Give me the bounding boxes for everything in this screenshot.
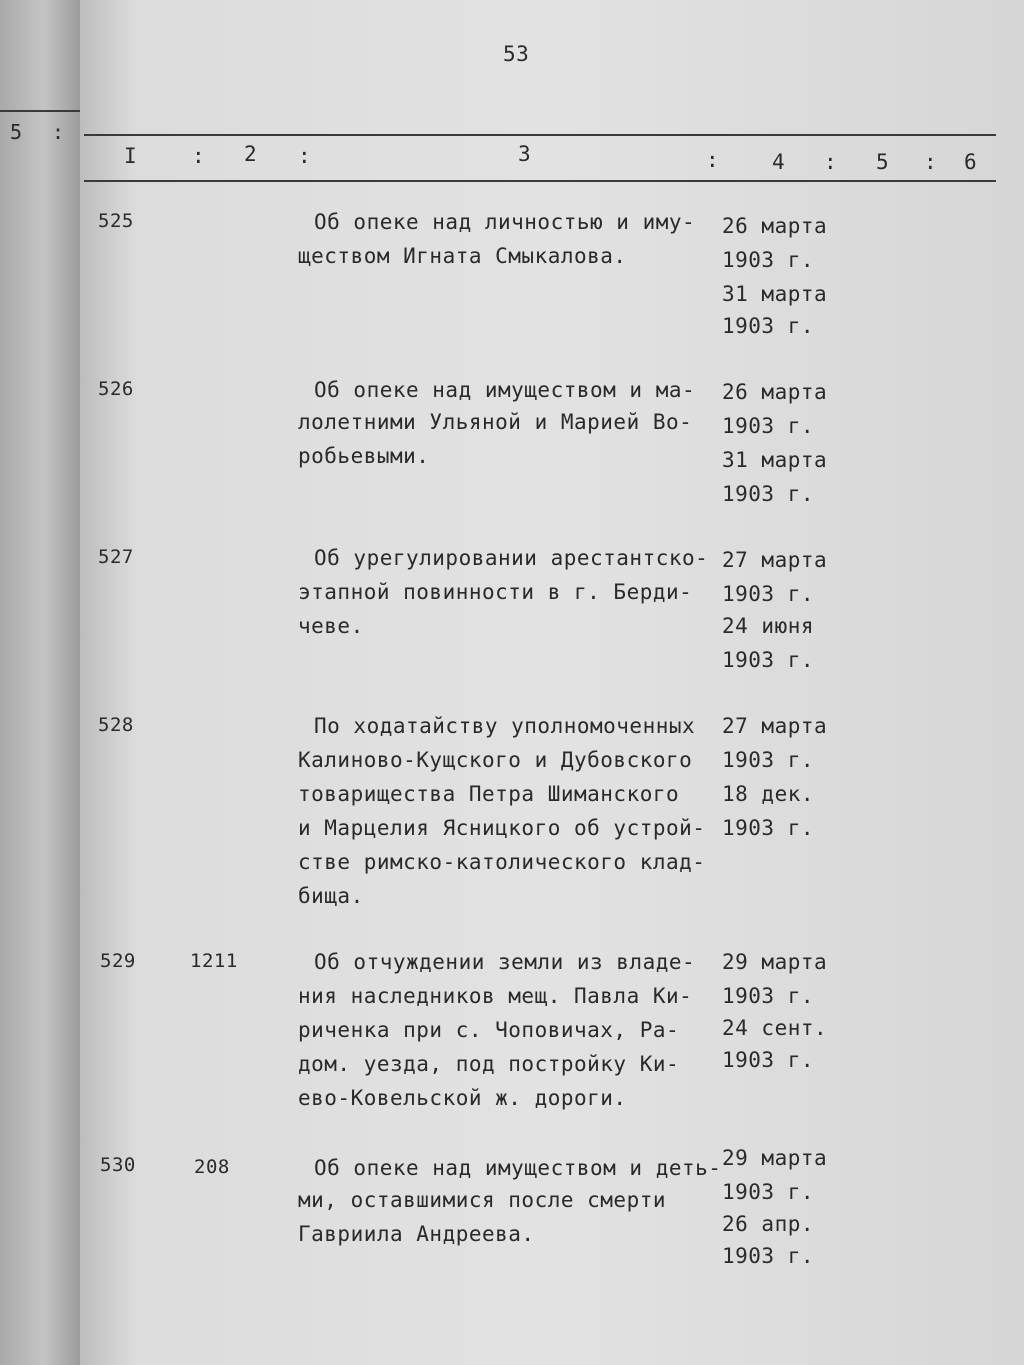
entry-date-line: 31 марта [722,282,828,306]
entry-number: 527 [98,546,134,568]
entry-description-line: лолетними Ульяной и Марией Во- [298,410,693,434]
entry-date-line: 1903 г. [722,648,815,672]
header-sep-2: : [298,144,312,168]
entry-date-line: 24 июня [722,614,815,638]
entry-date-line: 1903 г. [722,984,815,1008]
entry-date-line: 26 марта [722,214,828,238]
entry-date-line: 24 сент. [722,1016,828,1040]
entry-number: 528 [98,714,134,736]
header-col-3: 3 [518,142,532,166]
header-col-6: 6 [964,150,978,174]
header-sep-3: : [706,148,720,172]
entry-date-line: 1903 г. [722,414,815,438]
entry-description-line: дом. уезда, под постройку Ки- [298,1052,680,1076]
entry-date-line: 1903 г. [722,1048,815,1072]
entry-date-line: 26 апр. [722,1212,815,1236]
left-page-rule-top [0,110,80,112]
page-number: 53 [503,42,530,66]
left-page-column-number: 5 [10,120,23,144]
entry-date-line: 1903 г. [722,248,815,272]
entry-date-line: 1903 г. [722,816,815,840]
left-page-edge [0,0,80,1365]
entry-date-line: 1903 г. [722,314,815,338]
entry-description-line: По ходатайству уполномоченных [314,714,696,738]
entry-description-line: риченка при с. Чоповичах, Ра- [298,1018,680,1042]
header-col-5: 5 [876,150,890,174]
entry-date-line: 31 марта [722,448,828,472]
entry-description-line: и Марцелия Ясницкого об устрой- [298,816,706,840]
entry-date-line: 1903 г. [722,1180,815,1204]
header-rule-top [84,134,996,136]
entry-description-line: Об опеке над имуществом и деть- [314,1156,722,1180]
entry-description-line: Калиново-Кущского и Дубовского [298,748,693,772]
entry-description-line: стве римско-католического клад- [298,850,706,874]
header-sep-4: : [824,150,838,174]
entry-date-line: 26 марта [722,380,828,404]
entry-description-line: чеве. [298,614,364,638]
entry-description-line: Об отчуждении земли из владе- [314,950,696,974]
entry-date-line: 29 марта [722,950,828,974]
entry-description-line: этапной повинности в г. Берди- [298,580,693,604]
header-col-1: I [124,144,138,168]
entry-date-line: 1903 г. [722,748,815,772]
entry-date-line: 1903 г. [722,582,815,606]
left-page-separator: : [52,120,65,144]
entry-description-line: товарищества Петра Шиманского [298,782,680,806]
entry-description-line: ществом Игната Смыкалова. [298,244,627,268]
entry-date-line: 1903 г. [722,1244,815,1268]
entry-document-number: 208 [194,1156,230,1178]
entry-document-number: 1211 [190,950,238,972]
entry-number: 529 [100,950,136,972]
entry-date-line: 27 марта [722,548,828,572]
entry-description-line: ево-Ковельской ж. дороги. [298,1086,627,1110]
entry-description-line: робьевыми. [298,444,430,468]
entry-number: 526 [98,378,134,400]
header-col-2: 2 [244,142,258,166]
entry-number: 525 [98,210,134,232]
entry-description-line: Об урегулировании арестантско- [314,546,709,570]
entry-date-line: 29 марта [722,1146,828,1170]
entry-description-line: ния наследников мещ. Павла Ки- [298,984,693,1008]
entry-number: 530 [100,1154,136,1176]
header-sep-5: : [924,150,938,174]
entry-date-line: 1903 г. [722,482,815,506]
header-col-4: 4 [772,150,786,174]
header-sep-1: : [192,144,206,168]
entry-description-line: Об опеке над имуществом и ма- [314,378,696,402]
entry-description-line: ми, оставшимися после смерти [298,1188,667,1212]
entry-description-line: Гавриила Андреева. [298,1222,535,1246]
header-rule-bottom [84,180,996,182]
entry-date-line: 27 марта [722,714,828,738]
entry-description-line: бища. [298,884,364,908]
entry-date-line: 18 дек. [722,782,815,806]
entry-description-line: Об опеке над личностью и иму- [314,210,696,234]
